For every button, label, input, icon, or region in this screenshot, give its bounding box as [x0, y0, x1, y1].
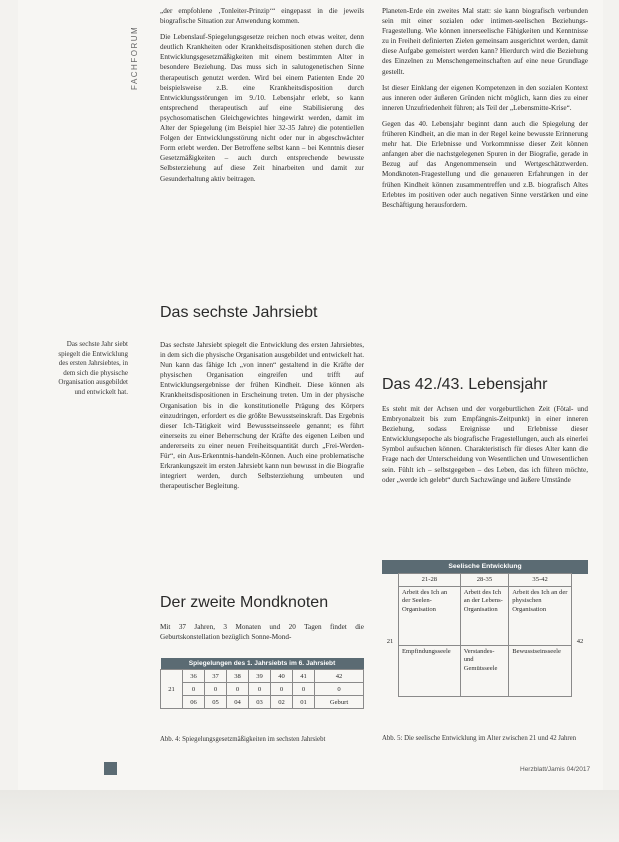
- table-cell: 0: [271, 683, 293, 696]
- row-label-right: 42: [576, 637, 584, 645]
- page-marker-square: [104, 762, 117, 775]
- table-cell: Arbeit des Ich an der Seelen-Organisation: [399, 587, 461, 646]
- table-row: [382, 587, 588, 646]
- table-cell: 01: [293, 696, 315, 709]
- heading-mondknoten: Der zweite Mondknoten: [160, 594, 329, 611]
- heading-lebensjahr: Das 42./43. Lebensjahr: [382, 376, 548, 393]
- table-title: Spiegelungen des 1. Jahrsiebts im 6. Jahrsiebt: [161, 658, 364, 670]
- footer: Herzblatt/Jamis 04/2017: [520, 766, 591, 773]
- table-cell: 0: [315, 683, 364, 696]
- table-cell: 0: [249, 683, 271, 696]
- margin-note: Das sechste Jahr siebt spiegelt die Entwicklung des ersten Jahrsiebtes, in dem sich die physische Organisation ausgebildet und entwickelt hat.: [58, 340, 128, 396]
- paragraph: Ist dieser Einklang der eigenen Kompetenzen in den sozialen Kontext aus inneren oder äußeren Gründen nicht möglich, kann dies zu einer inneren Unzufriedenheit führen; als Teil der „Lebensmitte-Krise“.: [382, 83, 588, 112]
- table-cell: 42: [315, 670, 364, 683]
- table-cell: 0: [183, 683, 205, 696]
- page-shadow: [0, 790, 619, 842]
- table-spiegelungen: [160, 658, 364, 709]
- table-cell: 37: [205, 670, 227, 683]
- table-cell: Arbeit des Ich an der physischen Organisation: [509, 587, 572, 646]
- table-row: [382, 646, 588, 697]
- column-right-top: [382, 6, 588, 216]
- table-cell: Empfindungsseele: [399, 646, 461, 697]
- table-cell: 36: [183, 670, 205, 683]
- paragraph: Mit 37 Jahren, 3 Monaten und 20 Tagen findet die Geburtskonstellation bezüglich Sonne-Mond-: [160, 623, 364, 642]
- column-left-middle: [160, 340, 364, 497]
- table-cell: 02: [271, 696, 293, 709]
- table-cell: Bewusstseinsseele: [509, 646, 572, 697]
- row-label-left: 21: [386, 637, 394, 645]
- table-row: [161, 696, 364, 709]
- table-cell: 04: [227, 696, 249, 709]
- figure-caption: Abb. 5: Die seelische Entwicklung im Alter zwischen 21 und 42 Jahren: [382, 735, 577, 742]
- table-row: [161, 670, 364, 683]
- table-title: Seelische Entwicklung: [382, 560, 588, 574]
- table-header-cell: 21-28: [399, 574, 461, 587]
- paragraph: „der empfohlene ‚Tonleiter-Prinzip‘“ eingepasst in die jeweils biografische Situation zur Anwendung kommen.: [160, 7, 364, 26]
- table-cell: Verstandes- und Gemütsseele: [460, 646, 508, 697]
- table-cell: 41: [293, 670, 315, 683]
- table-cell: 0: [227, 683, 249, 696]
- paragraph: Gegen das 40. Lebensjahr beginnt dann auch die Spiegelung der früheren Kindheit, an die man in der Regel keine bewusste Erinnerung mehr hat. Die Erlebnisse und Vorkommnisse dieser Zeit können anfangen aber die nachstgelegenen Spuren in der Biografie, gerade in Bezug auf das Angenommensein und Wertgeschätztwerden. Mondknoten-Fragestellung und die genaueren Erfahrungen in der frühen Kindheit können zusammentreffen und z.B. biografisch Altes Erlebtes im positiven oder auch negativen Sinne verstärken und eine Beschäftigung herausfordern.: [382, 119, 588, 209]
- heading-sechste-jahrsiebt: Das sechste Jahrsiebt: [160, 304, 318, 321]
- table-cell: 03: [249, 696, 271, 709]
- table-cell: 38: [227, 670, 249, 683]
- table-cell: Geburt: [315, 696, 364, 709]
- column-left-top: [160, 6, 364, 190]
- table-row: [382, 574, 588, 587]
- row-label: 21: [161, 670, 183, 709]
- table-cell: Arbeit des Ich an der Lebens-Organisation: [460, 587, 508, 646]
- table-cell: 40: [271, 670, 293, 683]
- table-cell: 06: [183, 696, 205, 709]
- column-left-bottom: [160, 622, 364, 648]
- paragraph: Planeten-Erde ein zweites Mal statt: sie kann biografisch verbunden sein mit einer sozialen oder intimen-seelischen Beziehungs-Fragestellung. Wie können innerseelische Fähigkeiten und Kenntnisse zu in Freiheit definierten Zielen gemeinsam ausgerichtet werden, damit diese Aufgabe gemeistert werden kann? Hierdurch wird die Beziehung des Einzelnen zu Menschengemeinschaften auf eine neue Grundlage gestellt.: [382, 7, 588, 76]
- section-label: FACHFORUM: [130, 25, 139, 90]
- paragraph: Es steht mit der Achsen und der vorgeburtlichen Zeit (Fötal- und Embryonalzeit bis zum Empfängnis-Zeitpunkt) in einer inneren Beziehung, sodass Ereignisse und Erlebnisse dieser Entwicklungsepoche als biografische Fragestellungen, auch als einerlei Symbol aufsuchen können. Charakteristisch für dieses Alter kann die Frage nach der Unterscheidung von Wesentlichen und Unwesentlichen sein. Fühlt ich – selbstgegeben – des Leben, das ich führen möchte, oder „werde ich gelebt“ durch Sachzwänge und äußere Umstände: [382, 405, 588, 484]
- column-right-bottom: [382, 404, 588, 491]
- table-header-cell: 35-42: [509, 574, 572, 587]
- table-cell: 39: [249, 670, 271, 683]
- table-row: [161, 683, 364, 696]
- table-cell: 0: [293, 683, 315, 696]
- table-header-cell: 28-35: [460, 574, 508, 587]
- paragraph: Das sechste Jahrsiebt spiegelt die Entwicklung des ersten Jahrsiebtes, in dem sich die physische Organisation ausgebildet und entwickelt hat. Nun kann das fähige Ich „von innen“ gestaltend in die Kräfte der physischen Organisation eingreifen und trifft auf Entwicklungsergebnisse der frühen Kindheit. Diese können als Krankheitsdispositionen in Erscheinung treten. Um in der physische Organisation bis in die konstitutionelle Prägung des Körpers einzudringen, erfordert es die größte Bewusstseinskraft. Das Ergebnis dieser Ich-Tätigkeit wird Bewusstseinsseele genannt; es führt einerseits zu einer Beherrschung der Kräfte des eigenen Leiben und andererseits zu einer neuen Freiheitsquantität durch „Frei-Werden-Für“, ein Aus-Erkenntnis-handeln-Können. Auch eine problematische Erkrankungszeit im ersten Jahrsiebt kann nun bewusst in die Biografie integriert werden, durch Selbsterziehung umbeuten und therapeutischer Begleitung.: [160, 341, 364, 491]
- figure-caption: Abb. 4: Spiegelungsgesetzmäßigkeiten im sechsten Jahrsiebt: [160, 736, 326, 743]
- table-seelische-entwicklung: [382, 560, 588, 697]
- paragraph: Die Lebenslauf-Spiegelungsgesetze reichen noch etwas weiter, denn deutlich Krankheiten oder Krankheitsdispositionen stehen durch die Entwicklungsgesetzmäßigkeiten mit einem bestimmten Alter in besondere Beziehung. Das muss sich in salutogenetischen Sinne therapeutisch genutzt werden. Wird bei einem Patienten Ende 20 beispielsweise z.B. eine Krankheitsdisposition durch Entwicklungsstörungen im 9./10. Lebensjahr erlebt, so kann entsprechend therapeutisch auf eine Stabilisierung des psychosomatischen Gleichgewichtes hingewirkt werden, damit im Alter der Spiegelung (im Beispiel hier 32-35 Jahre) die potentiellen Folgen der Entwicklungsstörung nicht oder nur in abgeschwächter Form erlebt werden. Der Betroffene selbst kann – bei Kenntnis dieser Gesetzmäßigkeiten – auch durch entsprechende bewusste Selbsterziehung auf diese Zeit hinarbeiten und damit zur Gesunderhaltung aktiv beitragen.: [160, 33, 364, 183]
- table-cell: 0: [205, 683, 227, 696]
- table-cell: 05: [205, 696, 227, 709]
